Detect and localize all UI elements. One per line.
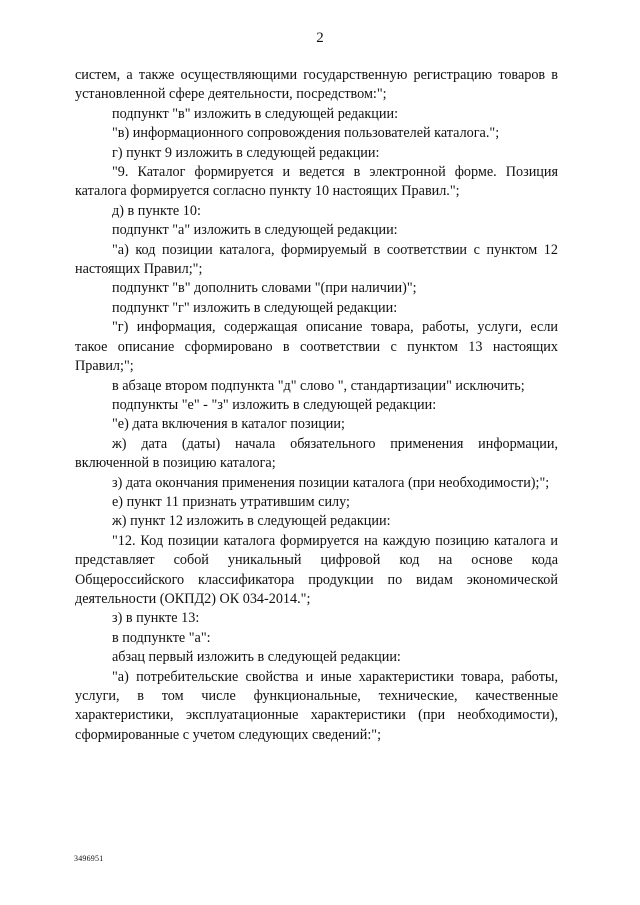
- paragraph-17: е) пункт 11 признать утратившим силу;: [112, 493, 350, 510]
- document-body: [75, 66, 558, 745]
- paragraph-1: систем, а также осуществляющими государственную регистрацию товаров в установленной сфере деятельности, посредством:";: [75, 67, 558, 103]
- paragraph-3: "в) информационного сопровождения пользователей каталога.";: [112, 125, 500, 142]
- paragraph-2: подпункт "в" изложить в следующей редакции:: [112, 105, 399, 122]
- paragraph-14: "е) дата включения в каталог позиции;: [112, 416, 345, 433]
- page-number: 2: [316, 30, 324, 46]
- paragraph-18: ж) пункт 12 изложить в следующей редакции:: [112, 513, 391, 530]
- paragraph-22: абзац первый изложить в следующей редакции:: [112, 649, 401, 666]
- paragraph-5: "9. Каталог формируется и ведется в электронной форме. Позиция каталога формируется согласно пункту 10 настоящих Правил.";: [75, 164, 558, 200]
- paragraph-20: з) в пункте 13:: [112, 610, 200, 627]
- paragraph-4: г) пункт 9 изложить в следующей редакции:: [112, 144, 380, 161]
- paragraph-10: подпункт "г" изложить в следующей редакции:: [112, 299, 398, 316]
- paragraph-15: ж) дата (даты) начала обязательного применения информации, включенной в позицию каталога;: [75, 435, 558, 472]
- paragraph-8: "а) код позиции каталога, формируемый в соответствии с пунктом 12 настоящих Правил;";: [75, 241, 558, 278]
- paragraph-21: в подпункте "а":: [112, 629, 211, 646]
- paragraph-19: "12. Код позиции каталога формируется на каждую позицию каталога и представляет собой уникальный цифровой код на основе кода Общероссийского классификатора продукции по видам экономической деятельности (ОКПД2) ОК 034-2014.";: [75, 532, 558, 607]
- paragraph-9: подпункт "в" дополнить словами "(при наличии)";: [112, 280, 417, 297]
- paragraph-6: д) в пункте 10:: [112, 202, 201, 219]
- paragraph-13: подпункты "е" - "з" изложить в следующей редакции:: [112, 396, 437, 413]
- paragraph-12: в абзаце втором подпункта "д" слово ", стандартизации" исключить;: [112, 377, 525, 394]
- paragraph-23: "а) потребительские свойства и иные характеристики товара, работы, услуги, в том числе функциональные, технические, качественные характеристики, эксплуатационные характеристики (при необходимости), сформированные с учетом следующих сведений:";: [75, 668, 558, 743]
- document-id: 3496951: [74, 854, 104, 863]
- paragraph-16: з) дата окончания применения позиции каталога (при необходимости);";: [112, 474, 550, 491]
- paragraph-11: "г) информация, содержащая описание товара, работы, услуги, если такое описание сформировано в соответствии с пунктом 13 настоящих Правил;";: [75, 319, 558, 375]
- paragraph-7: подпункт "а" изложить в следующей редакции:: [112, 222, 398, 239]
